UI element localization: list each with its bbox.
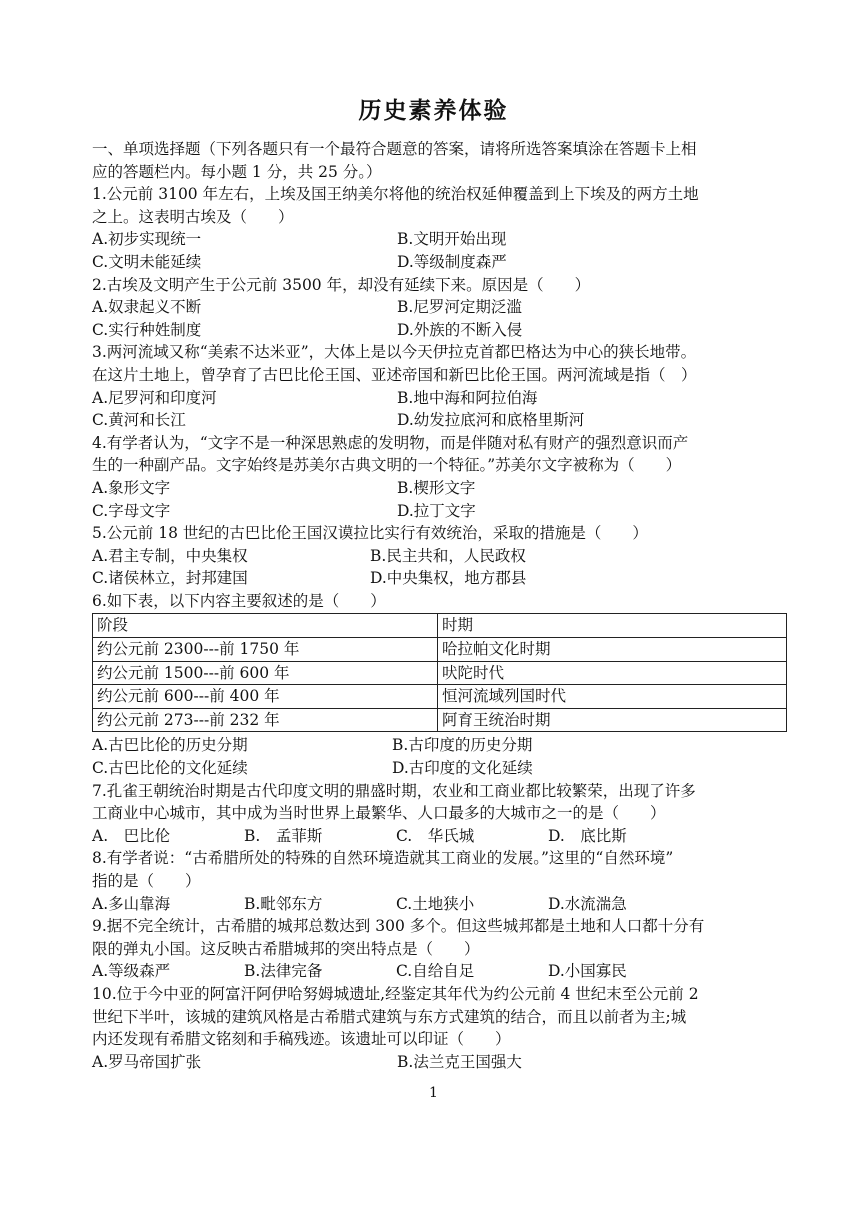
question-9 — [92, 915, 787, 983]
option-b: B.楔形文字 — [397, 478, 476, 497]
question-stem: 世纪下半叶，该城的建筑风格是古希腊式建筑与东方式建筑的结合，而且以前者为主;城 — [92, 1007, 687, 1026]
history-stages-table — [92, 613, 787, 732]
table-header-cell: 时期 — [438, 614, 787, 638]
option-c: C.自给自足 — [396, 962, 475, 981]
option-d: D. 底比斯 — [548, 826, 627, 845]
table-row — [93, 708, 787, 732]
option-d: D.古印度的文化延续 — [392, 759, 533, 778]
question-stem: 4.有学者认为，“文字不是一种深思熟虑的发明物，而是伴随对私有财产的强烈意识而产 — [92, 433, 689, 452]
option-a: A.奴隶起义不断 — [92, 298, 202, 317]
option-a: A.初步实现统一 — [92, 230, 202, 249]
page-number: 1 — [429, 1085, 438, 1101]
section-heading-cont: 应的答题栏内。每小题 1 分，共 25 分。） — [92, 162, 382, 181]
option-c: C.实行种姓制度 — [92, 320, 202, 339]
option-b: B.文明开始出现 — [397, 230, 507, 249]
option-b: B. 孟菲斯 — [244, 826, 323, 845]
section-heading: 一、单项选择题（下列各题只有一个最符合题意的答案，请将所选答案填涂在答题卡上相 — [92, 140, 697, 158]
option-a: A.多山靠海 — [92, 894, 171, 913]
option-a: A.古巴比伦的历史分期 — [92, 736, 248, 755]
option-a: A.君主专制，中央集权 — [92, 546, 248, 565]
option-d: D.水流湍急 — [548, 894, 627, 913]
option-d: D.拉丁文字 — [397, 501, 476, 520]
table-cell: 吠陀时代 — [438, 661, 787, 685]
question-stem: 5.公元前 18 世纪的古巴比伦王国汉谟拉比实行有效统治，采取的措施是（ ） — [92, 524, 648, 543]
table-row — [93, 661, 787, 685]
option-b: B.尼罗河定期泛滥 — [397, 298, 522, 317]
option-b: B.法兰克王国强大 — [397, 1052, 522, 1071]
option-d: D.中央集权，地方郡县 — [370, 569, 527, 588]
option-d: D.幼发拉底河和底格里斯河 — [397, 411, 585, 430]
option-b: B.法律完备 — [244, 962, 323, 981]
option-a: A. 巴比伦 — [92, 826, 171, 845]
question-stem: 9.据不完全统计，古希腊的城邦总数达到 300 多个。但这些城邦都是土地和人口都十分有 — [92, 917, 705, 936]
question-3 — [92, 341, 787, 431]
option-c: C.黄河和长江 — [92, 411, 186, 430]
table-row — [93, 685, 787, 709]
option-c: C.古巴比伦的文化延续 — [92, 759, 248, 778]
question-stem: 1.公元前 3100 年左右，上埃及国王纳美尔将他的统治权延伸覆盖到上下埃及的两方土地 — [92, 185, 699, 204]
option-d: D.小国寡民 — [548, 962, 627, 981]
question-stem: 6.如下表，以下内容主要叙述的是（ ） — [92, 591, 386, 610]
question-6 — [92, 590, 787, 780]
option-a: A.尼罗河和印度河 — [92, 388, 217, 407]
option-b: B.民主共和，人民政权 — [370, 546, 526, 565]
option-c: C.土地狭小 — [396, 894, 475, 913]
option-b: B.地中海和阿拉伯海 — [397, 388, 538, 407]
question-stem: 在这片土地上，曾孕育了古巴比伦王国、亚述帝国和新巴比伦王国。两河流域是指（ ） — [92, 365, 697, 384]
exam-content — [92, 138, 787, 1073]
table-cell: 约公元前 273---前 232 年 — [93, 708, 438, 732]
option-b: B.毗邻东方 — [244, 894, 323, 913]
table-cell: 哈拉帕文化时期 — [438, 638, 787, 662]
table-cell: 约公元前 1500---前 600 年 — [93, 661, 438, 685]
question-stem: 10.位于今中亚的阿富汗阿伊哈努姆城遗址,经鉴定其年代为约公元前 4 世纪末至公元前 2 — [92, 984, 699, 1003]
question-stem: 7.孔雀王朝统治时期是古代印度文明的鼎盛时期，农业和工商业都比较繁荣，出现了许多 — [92, 781, 696, 800]
table-header-row — [93, 614, 787, 638]
question-stem: 工商业中心城市，其中成为当时世界上最繁华、人口最多的大城市之一的是（ ） — [92, 804, 666, 823]
option-a: A.象形文字 — [92, 478, 171, 497]
option-c: C.文明未能延续 — [92, 252, 202, 271]
option-c: C. 华氏城 — [396, 826, 475, 845]
option-c: C.诸侯林立，封邦建国 — [92, 569, 248, 588]
question-stem: 之上。这表明古埃及（ ） — [92, 207, 294, 226]
question-1 — [92, 183, 787, 273]
option-a: A.等级森严 — [92, 962, 171, 981]
question-stem: 指的是（ ） — [92, 872, 201, 890]
question-2 — [92, 274, 787, 342]
option-d: D.外族的不断入侵 — [397, 320, 523, 339]
option-a: A.罗马帝国扩张 — [92, 1052, 202, 1071]
option-b: B.古印度的历史分期 — [392, 736, 533, 755]
table-cell: 恒河流域列国时代 — [438, 685, 787, 709]
question-7 — [92, 780, 787, 848]
question-stem: 3.两河流域又称“美索不达米亚”，大体上是以今天伊拉克首都巴格达为中心的狭长地带。 — [92, 343, 697, 362]
table-row — [93, 638, 787, 662]
question-stem: 生的一种副产品。文字始终是苏美尔古典文明的一个特征。”苏美尔文字被称为（ ） — [92, 456, 682, 475]
page-title: 历史素养体验 — [358, 97, 509, 124]
question-4 — [92, 432, 787, 522]
question-8 — [92, 847, 787, 915]
question-stem: 限的弹丸小国。这反映古希腊城邦的突出特点是（ ） — [92, 939, 480, 958]
option-c: C.字母文字 — [92, 501, 171, 520]
table-cell: 阿育王统治时期 — [438, 708, 787, 732]
table-cell: 约公元前 2300---前 1750 年 — [93, 638, 438, 662]
question-stem: 内还发现有希腊文铭刻和手稿残迹。该遗址可以印证（ ） — [92, 1030, 511, 1049]
question-stem: 8.有学者说：“古希腊所处的特殊的自然环境造就其工商业的发展。”这里的“自然环境” — [92, 849, 674, 868]
question-10 — [92, 983, 787, 1073]
option-d: D.等级制度森严 — [397, 252, 507, 271]
table-cell: 约公元前 600---前 400 年 — [93, 685, 438, 709]
question-stem: 2.古埃及文明产生于公元前 3500 年，却没有延续下来。原因是（ ） — [92, 275, 591, 294]
table-header-cell: 阶段 — [93, 614, 438, 638]
question-5 — [92, 522, 787, 590]
